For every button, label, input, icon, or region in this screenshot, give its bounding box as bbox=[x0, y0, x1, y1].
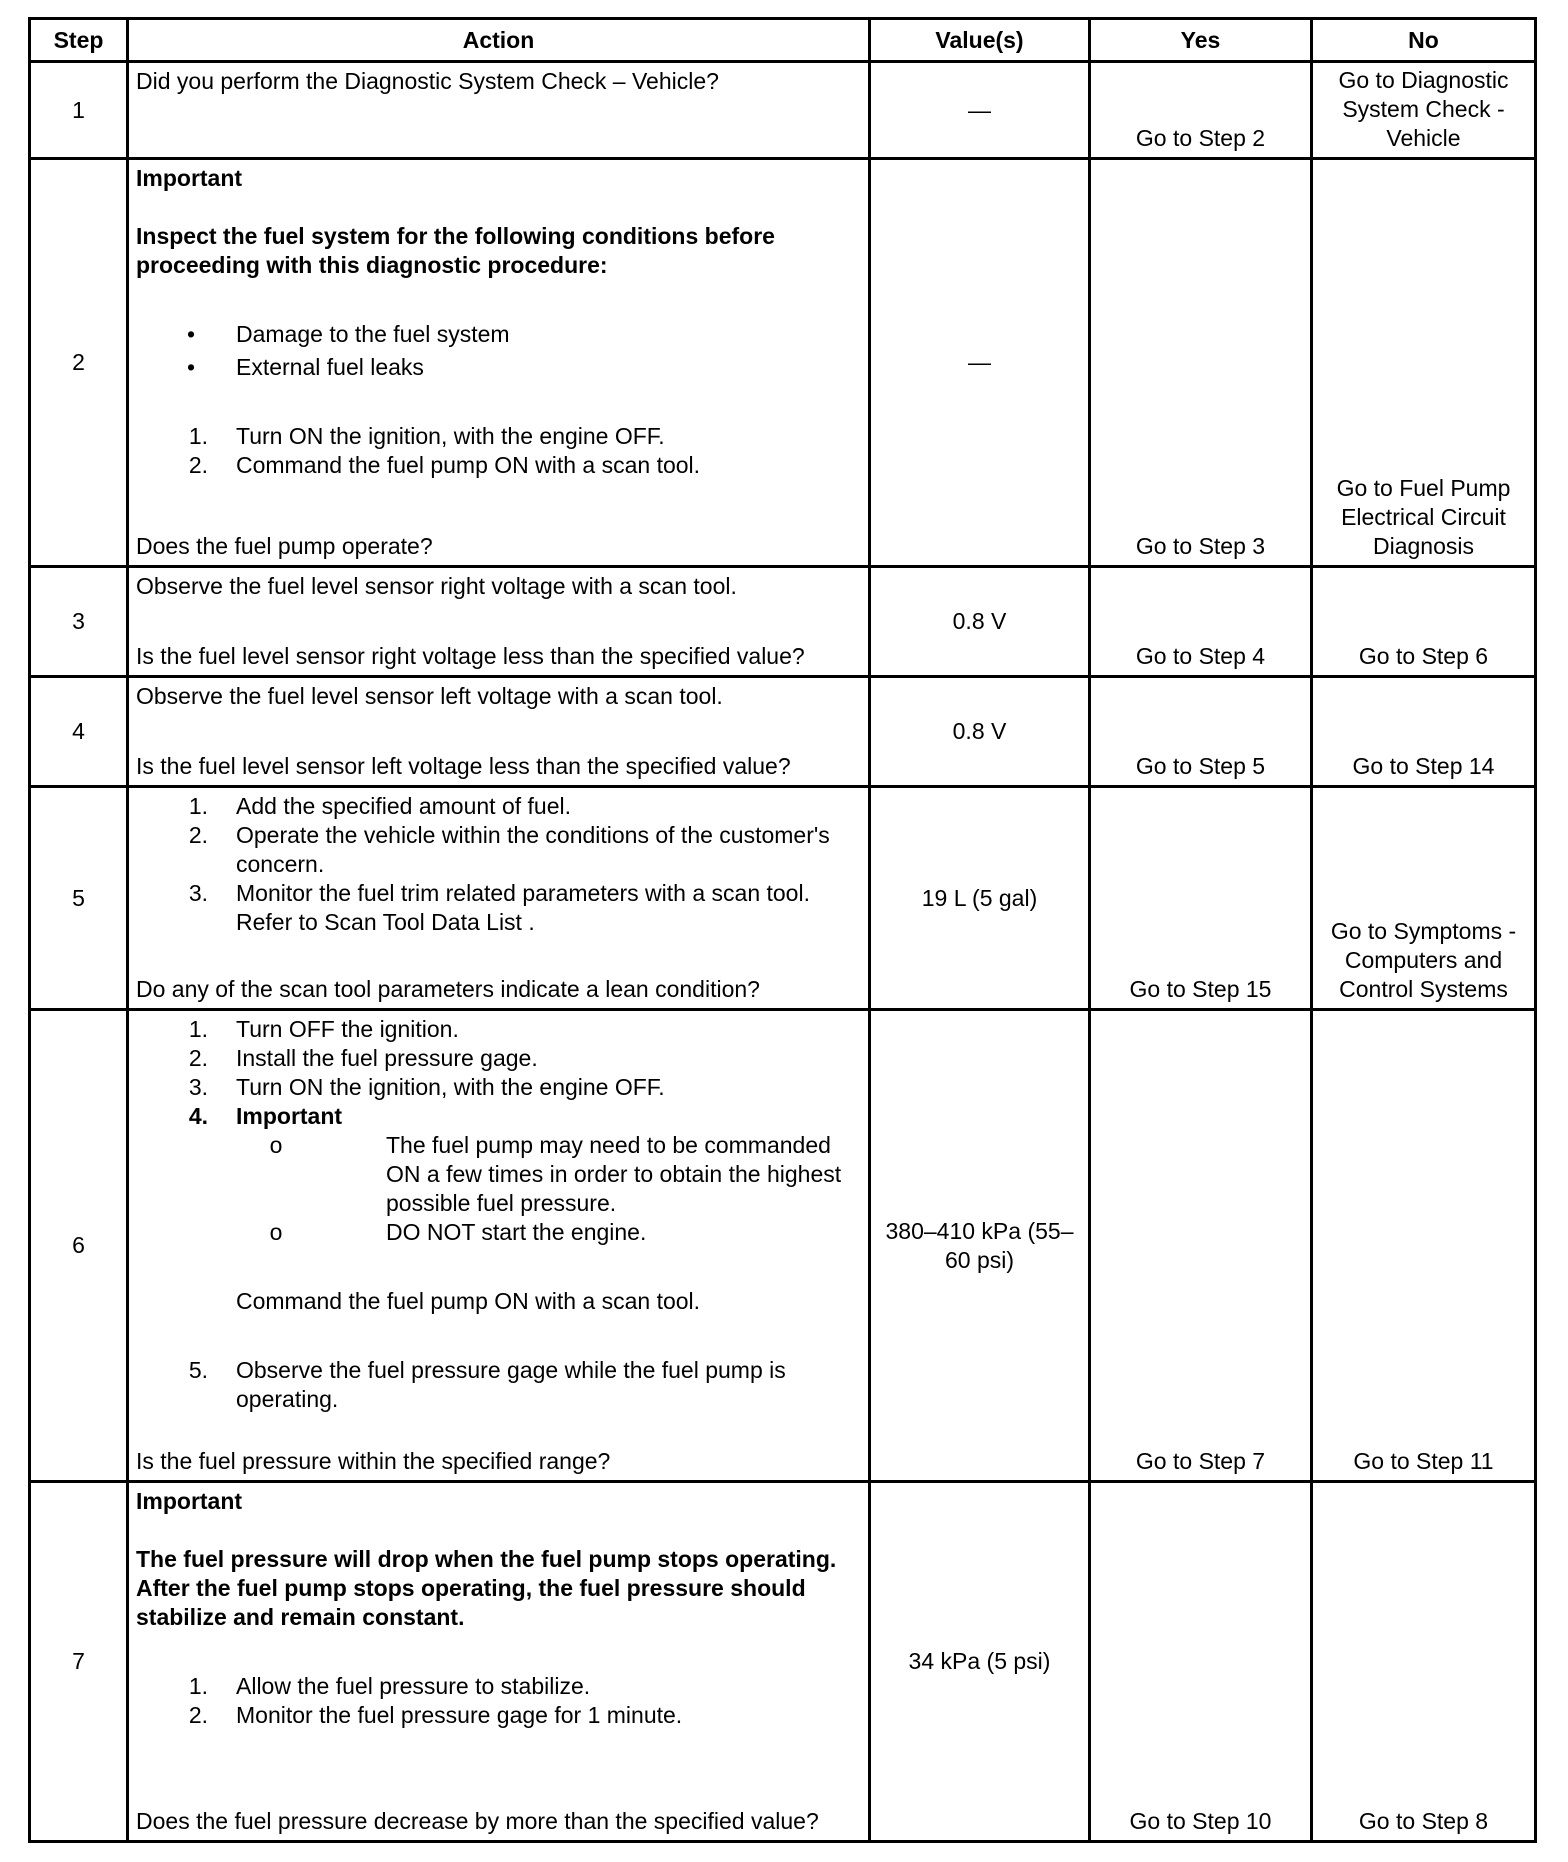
yes-cell: Go to Step 4 bbox=[1090, 567, 1312, 677]
action-question: Do any of the scan tool parameters indicate a lean condition? bbox=[136, 976, 760, 1002]
action-cell bbox=[128, 677, 870, 787]
action-question: Does the fuel pump operate? bbox=[136, 533, 433, 559]
list-item: 1. Allow the fuel pressure to stabilize. bbox=[188, 1673, 591, 1699]
list-item: 4. Important bbox=[188, 1103, 343, 1129]
no-cell: Go to Diagnostic System Check - Vehicle bbox=[1312, 62, 1536, 159]
action-text: Observe the fuel level sensor right voltage with a scan tool. bbox=[136, 573, 737, 599]
value-cell: 0.8 V bbox=[870, 567, 1090, 677]
action-cell bbox=[128, 787, 870, 1010]
list-item: • Damage to the fuel system bbox=[136, 320, 863, 349]
sub-bullet-marker: o bbox=[269, 1132, 283, 1158]
list-item: o DO NOT start the engine. bbox=[136, 1218, 863, 1247]
action-question: Is the fuel pressure within the specified range? bbox=[136, 1448, 611, 1474]
yes-cell: Go to Step 3 bbox=[1090, 159, 1312, 567]
no-cell: Go to Step 6 bbox=[1312, 567, 1536, 677]
list-item: 1. Turn OFF the ignition. bbox=[188, 1016, 459, 1042]
list-item: • External fuel leaks bbox=[136, 353, 863, 382]
step-number: 5 bbox=[30, 787, 128, 1010]
list-item: 3. Monitor the fuel trim related parameters with a scan tool. Refer to Scan Tool Data List . bbox=[188, 880, 810, 935]
yes-cell: Go to Step 7 bbox=[1090, 1010, 1312, 1482]
table-row bbox=[30, 1010, 1536, 1482]
diagnostic-table bbox=[28, 17, 1537, 1843]
list-item: 2. Command the fuel pump ON with a scan tool. bbox=[188, 452, 701, 478]
list-item: 2. Operate the vehicle within the conditions of the customer's concern. bbox=[188, 822, 830, 877]
yes-cell: Go to Step 10 bbox=[1090, 1482, 1312, 1842]
important-text: The fuel pressure will drop when the fuel pump stops operating. After the fuel pump stops operating, the fuel pressure should stabilize and remain constant. bbox=[136, 1546, 837, 1630]
no-cell: Go to Step 14 bbox=[1312, 677, 1536, 787]
value-cell: — bbox=[870, 159, 1090, 567]
table-row bbox=[30, 1482, 1536, 1842]
action-question: Is the fuel level sensor right voltage less than the specified value? bbox=[136, 643, 805, 669]
value-cell: — bbox=[870, 62, 1090, 159]
no-cell: Go to Step 11 bbox=[1312, 1010, 1536, 1482]
header-step: Step bbox=[30, 19, 128, 62]
value-cell: 34 kPa (5 psi) bbox=[870, 1482, 1090, 1842]
header-yes: Yes bbox=[1090, 19, 1312, 62]
action-text: Command the fuel pump ON with a scan tool. bbox=[236, 1288, 701, 1314]
value-cell: 380–410 kPa (55–60 psi) bbox=[870, 1010, 1090, 1482]
header-values: Value(s) bbox=[870, 19, 1090, 62]
action-cell bbox=[128, 1010, 870, 1482]
action-cell bbox=[128, 62, 870, 159]
yes-cell: Go to Step 2 bbox=[1090, 62, 1312, 159]
important-label: Important bbox=[136, 1488, 243, 1514]
important-text: Inspect the fuel system for the following conditions before proceeding with this diagnostic procedure: bbox=[136, 223, 775, 278]
sub-bullet-marker: o bbox=[269, 1219, 283, 1245]
action-question: Is the fuel level sensor left voltage less than the specified value? bbox=[136, 753, 791, 779]
step-number: 6 bbox=[30, 1010, 128, 1482]
header-row bbox=[30, 19, 1536, 62]
step-number: 7 bbox=[30, 1482, 128, 1842]
action-text: Observe the fuel level sensor left voltage with a scan tool. bbox=[136, 683, 723, 709]
list-item: 3. Turn ON the ignition, with the engine OFF. bbox=[188, 1074, 665, 1100]
step-number: 3 bbox=[30, 567, 128, 677]
no-cell: Go to Symptoms - Computers and Control Systems bbox=[1312, 787, 1536, 1010]
yes-cell: Go to Step 15 bbox=[1090, 787, 1312, 1010]
value-cell: 0.8 V bbox=[870, 677, 1090, 787]
header-no: No bbox=[1312, 19, 1536, 62]
list-item: 1. Add the specified amount of fuel. bbox=[188, 793, 571, 819]
bullet-marker: • bbox=[186, 321, 196, 347]
action-question: Does the fuel pressure decrease by more than the specified value? bbox=[136, 1808, 819, 1834]
action-cell bbox=[128, 159, 870, 567]
step-number: 1 bbox=[30, 62, 128, 159]
value-cell: 19 L (5 gal) bbox=[870, 787, 1090, 1010]
table-row bbox=[30, 62, 1536, 159]
no-cell: Go to Fuel Pump Electrical Circuit Diagnosis bbox=[1312, 159, 1536, 567]
yes-cell: Go to Step 5 bbox=[1090, 677, 1312, 787]
table-row bbox=[30, 787, 1536, 1010]
bullet-marker: • bbox=[186, 354, 196, 380]
important-label: Important bbox=[136, 165, 243, 191]
list-item: 2. Install the fuel pressure gage. bbox=[188, 1045, 538, 1071]
list-item: o The fuel pump may need to be commanded ON a few times in order to obtain the highest possible fuel pressure. bbox=[136, 1131, 863, 1218]
list-item: 2. Monitor the fuel pressure gage for 1 minute. bbox=[188, 1702, 683, 1728]
no-cell: Go to Step 8 bbox=[1312, 1482, 1536, 1842]
step-number: 4 bbox=[30, 677, 128, 787]
table-row bbox=[30, 567, 1536, 677]
step-number: 2 bbox=[30, 159, 128, 567]
action-cell bbox=[128, 567, 870, 677]
table-row bbox=[30, 159, 1536, 567]
header-action: Action bbox=[128, 19, 870, 62]
action-question: Did you perform the Diagnostic System Check – Vehicle? bbox=[136, 68, 719, 94]
list-item: 1. Turn ON the ignition, with the engine OFF. bbox=[188, 423, 665, 449]
action-cell bbox=[128, 1482, 870, 1842]
table-row bbox=[30, 677, 1536, 787]
list-item: 5. Observe the fuel pressure gage while the fuel pump is operating. bbox=[188, 1357, 786, 1412]
